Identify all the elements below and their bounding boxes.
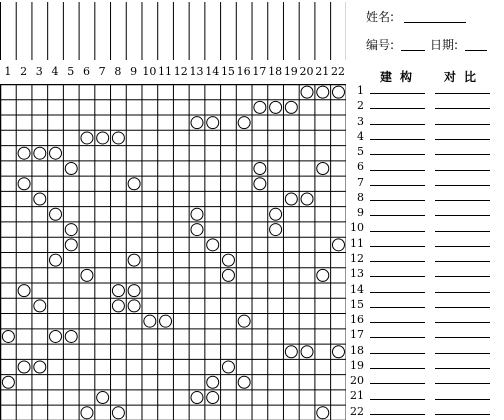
date-label: 日期: [430, 38, 459, 52]
column-number: 1 [4, 65, 12, 78]
build-answer-line[interactable] [370, 185, 425, 186]
circle-mark [144, 315, 156, 327]
row-number: 1 [357, 84, 364, 97]
circle-mark [50, 254, 62, 266]
build-answer-line[interactable] [370, 307, 425, 308]
circle-mark [34, 361, 46, 373]
column-number: 13 [189, 65, 204, 78]
compare-answer-line[interactable] [435, 246, 490, 247]
row-number: 5 [357, 145, 364, 159]
compare-answer-line[interactable] [435, 414, 490, 415]
column-number: 12 [173, 65, 188, 78]
row-number: 10 [350, 221, 364, 235]
row-number: 16 [350, 313, 364, 327]
circle-mark [112, 407, 124, 419]
compare-answer-line[interactable] [435, 231, 490, 232]
circle-mark [81, 407, 93, 419]
column-number: 9 [130, 65, 138, 78]
circle-mark [18, 147, 30, 159]
circle-mark [112, 300, 124, 312]
column-number: 14 [205, 65, 220, 78]
row-number: 3 [357, 114, 364, 128]
circle-mark [65, 330, 77, 342]
column-number: 10 [142, 65, 157, 78]
circle-mark [191, 208, 203, 220]
circle-mark [222, 254, 234, 266]
circle-mark [65, 239, 77, 251]
build-answer-line[interactable] [370, 154, 425, 155]
circle-mark [128, 285, 140, 297]
compare-answer-line[interactable] [435, 200, 490, 201]
column-number: 17 [252, 65, 267, 78]
column-number: 22 [330, 65, 345, 78]
row-number: 12 [350, 251, 364, 265]
compare-answer-line[interactable] [435, 322, 490, 323]
compare-answer-line[interactable] [435, 292, 490, 293]
build-answer-line[interactable] [370, 261, 425, 262]
compare-answer-line[interactable] [435, 154, 490, 155]
circle-mark [34, 147, 46, 159]
circle-mark [222, 361, 234, 373]
circle-mark [285, 101, 297, 113]
compare-answer-line[interactable] [435, 368, 490, 369]
circle-mark [317, 86, 329, 98]
circle-mark [270, 208, 282, 220]
row-number: 11 [350, 236, 364, 250]
column-number: 8 [114, 65, 122, 78]
row-number: 22 [350, 404, 364, 418]
circle-mark [128, 300, 140, 312]
circle-mark [81, 269, 93, 281]
build-answer-line[interactable] [370, 353, 425, 354]
compare-answer-line[interactable] [435, 139, 490, 140]
circle-mark [301, 86, 313, 98]
compare-answer-line[interactable] [435, 170, 490, 171]
compare-answer-line[interactable] [435, 353, 490, 354]
circle-mark [50, 330, 62, 342]
circle-mark [18, 285, 30, 297]
compare-answer-line[interactable] [435, 124, 490, 125]
circle-mark [34, 300, 46, 312]
circle-mark [18, 361, 30, 373]
compare-answer-line[interactable] [435, 215, 490, 216]
circle-mark [18, 178, 30, 190]
row-number: 20 [350, 374, 364, 388]
build-answer-line[interactable] [370, 93, 425, 94]
top-header-lines [0, 2, 346, 60]
circle-mark [65, 224, 77, 236]
column-number: 19 [283, 65, 298, 78]
circle-mark [128, 178, 140, 190]
build-answer-line[interactable] [370, 139, 425, 140]
circle-mark [301, 346, 313, 358]
circle-mark [207, 239, 219, 251]
build-answer-line[interactable] [370, 231, 425, 232]
build-answer-line[interactable] [370, 108, 425, 109]
circle-mark [50, 208, 62, 220]
circle-mark [270, 224, 282, 236]
build-answer-line[interactable] [370, 215, 425, 216]
compare-answer-line[interactable] [435, 276, 490, 277]
row-number: 13 [350, 267, 364, 281]
column-number: 5 [67, 65, 75, 78]
circle-mark [301, 193, 313, 205]
circle-mark [238, 315, 250, 327]
row-number: 6 [357, 160, 364, 174]
circle-mark [207, 392, 219, 404]
circle-mark [317, 269, 329, 281]
build-column-header: 建构 [380, 70, 421, 84]
row-number: 21 [350, 389, 364, 403]
compare-answer-line[interactable] [435, 93, 490, 94]
circle-mark [191, 392, 203, 404]
circle-mark [191, 224, 203, 236]
circle-mark [332, 346, 344, 358]
circle-mark [332, 86, 344, 98]
circle-mark [207, 117, 219, 129]
circle-mark [222, 269, 234, 281]
row-number: 9 [357, 206, 364, 220]
build-answer-line[interactable] [370, 368, 425, 369]
circle-mark [238, 376, 250, 388]
build-answer-line[interactable] [370, 337, 425, 338]
id-field[interactable] [401, 50, 425, 51]
circle-mark [128, 254, 140, 266]
compare-answer-line[interactable] [435, 337, 490, 338]
circle-mark [50, 147, 62, 159]
compare-answer-line[interactable] [435, 383, 490, 384]
compare-column-header: 对比 [444, 70, 485, 84]
circle-mark [285, 193, 297, 205]
circle-mark [191, 117, 203, 129]
circle-mark [254, 178, 266, 190]
column-number: 3 [35, 65, 43, 78]
circle-mark [81, 132, 93, 144]
row-number: 2 [357, 99, 364, 113]
column-number: 21 [315, 65, 330, 78]
column-number: 15 [220, 65, 235, 78]
circle-mark [97, 392, 109, 404]
row-number: 18 [350, 343, 364, 357]
build-answer-line[interactable] [370, 414, 425, 415]
compare-answer-line[interactable] [435, 185, 490, 186]
build-answer-line[interactable] [370, 200, 425, 201]
column-number: 16 [236, 65, 251, 78]
circle-mark [2, 376, 14, 388]
circle-mark [285, 346, 297, 358]
row-number: 14 [350, 282, 364, 296]
compare-answer-line[interactable] [435, 399, 490, 400]
circle-mark [238, 117, 250, 129]
build-answer-line[interactable] [370, 276, 425, 277]
column-number: 6 [82, 65, 90, 78]
circle-mark [160, 315, 172, 327]
compare-answer-line[interactable] [435, 108, 490, 109]
build-answer-line[interactable] [370, 170, 425, 171]
circle-mark [270, 101, 282, 113]
build-answer-line[interactable] [370, 322, 425, 323]
build-answer-line[interactable] [370, 383, 425, 384]
circle-mark [2, 330, 14, 342]
row-number: 19 [350, 358, 364, 372]
build-answer-line[interactable] [370, 399, 425, 400]
column-number: 2 [20, 65, 28, 78]
name-field[interactable] [404, 22, 466, 23]
column-number: 4 [51, 65, 59, 78]
circle-mark [317, 162, 329, 174]
row-number: 7 [357, 175, 364, 189]
circle-mark [207, 376, 219, 388]
column-number: 7 [98, 65, 106, 78]
compare-answer-line[interactable] [435, 261, 490, 262]
circle-mark [112, 132, 124, 144]
circle-mark [112, 285, 124, 297]
column-number: 11 [158, 65, 173, 78]
row-number: 15 [350, 297, 364, 311]
build-answer-line[interactable] [370, 124, 425, 125]
circle-mark [65, 162, 77, 174]
build-answer-line[interactable] [370, 292, 425, 293]
circle-mark [34, 193, 46, 205]
column-number: 20 [299, 65, 314, 78]
compare-answer-line[interactable] [435, 307, 490, 308]
circle-mark [317, 407, 329, 419]
build-answer-line[interactable] [370, 246, 425, 247]
row-number: 8 [357, 190, 364, 204]
circle-mark [254, 162, 266, 174]
column-number: 18 [268, 65, 283, 78]
test-grid [0, 84, 346, 420]
circle-mark [254, 101, 266, 113]
name-label: 姓名: [366, 10, 395, 24]
row-number: 17 [350, 328, 364, 342]
id-label: 编号: [366, 38, 395, 52]
circle-mark [332, 239, 344, 251]
date-field[interactable] [465, 50, 487, 51]
row-number: 4 [357, 129, 364, 143]
circle-mark [97, 132, 109, 144]
